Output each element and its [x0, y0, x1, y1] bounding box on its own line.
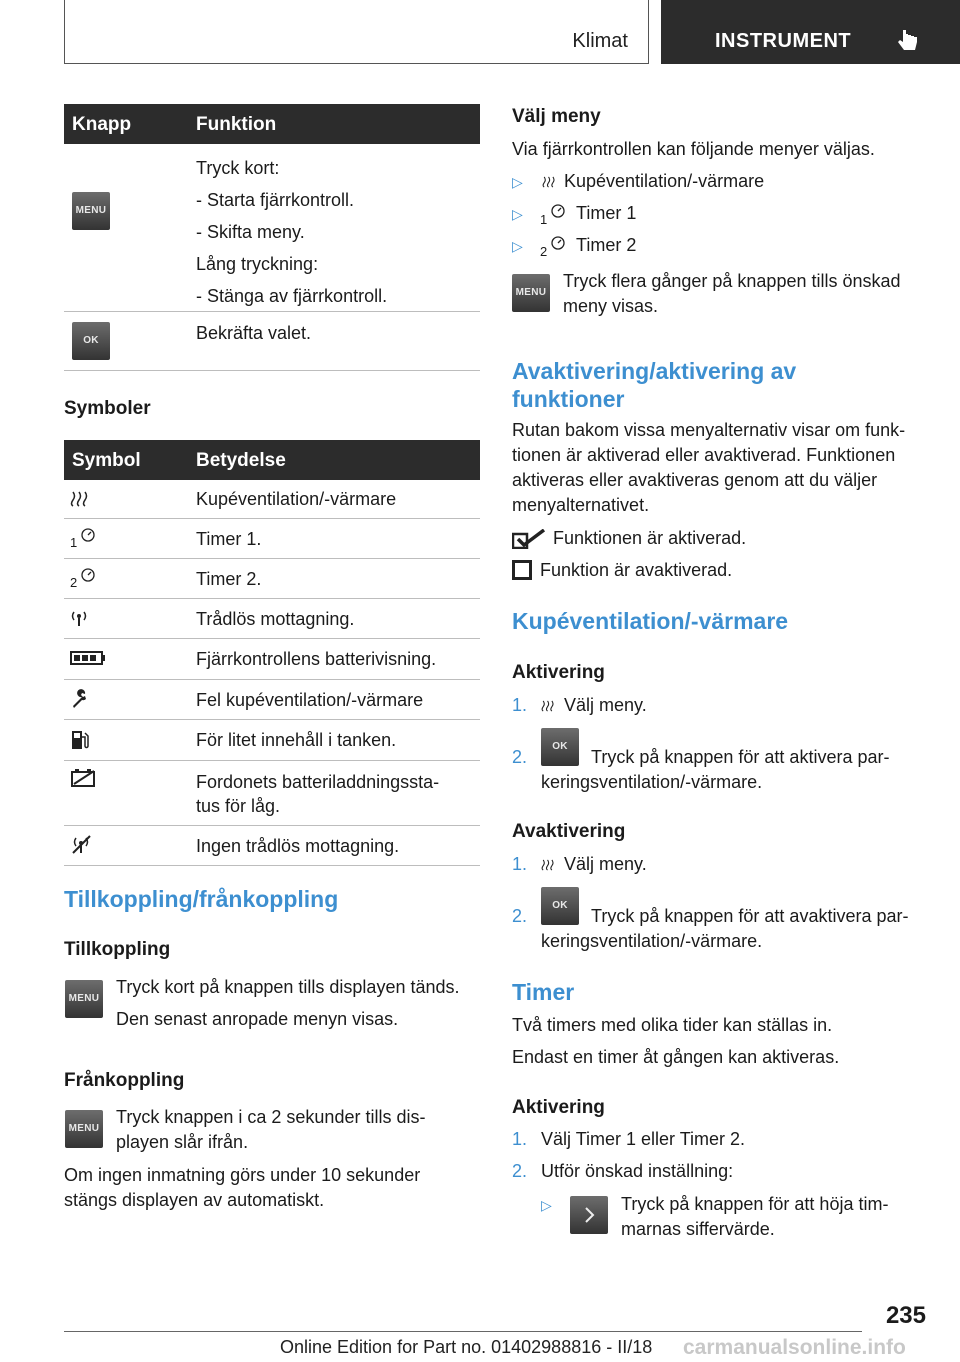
timer-icon [80, 567, 96, 583]
heater-icon [541, 697, 557, 715]
timer-text: Endast en timer åt gången kan aktiveras. [512, 1047, 840, 1067]
table-row [64, 639, 480, 680]
list-item [512, 233, 637, 259]
line: - Stänga av fjärrkontroll. [196, 286, 388, 306]
valj-meny-text: Via fjärrkontrollen kan följande menyer väljas. [512, 139, 875, 159]
subheading-valj-meny: Välj meny [512, 106, 601, 127]
table-row [64, 312, 480, 371]
no-signal-icon [70, 835, 92, 855]
function-cell [196, 152, 387, 312]
header-left-box [64, 0, 649, 64]
col-header-funktion: Funktion [196, 114, 277, 135]
subheading-aktivering: Aktivering [512, 662, 605, 683]
table-row [64, 144, 480, 312]
menu-button-image: MENU [65, 1110, 103, 1148]
menu-button-image: MENU [65, 980, 103, 1018]
heater-icon [542, 173, 558, 191]
function-cell: Bekräfta valet. [196, 323, 312, 343]
step-number: 1. [512, 1129, 528, 1149]
symbol-table [64, 440, 480, 866]
step-text-continued: keringsventilation/-värmare. [541, 931, 763, 951]
meaning-text: Timer 1. [196, 529, 262, 549]
meaning-text: Timer 2. [196, 569, 262, 589]
arrow-right-button-image [570, 1196, 608, 1234]
step-sub-text: Tryck på knappen för att höja tim- marnas siffervärde. [621, 1194, 889, 1239]
meaning-text: För litet innehåll i tanken. [196, 730, 397, 750]
heater-icon [541, 856, 557, 874]
checked-text: Funktionen är aktiverad. [553, 528, 747, 548]
step-text-continued: keringsventilation/-värmare. [541, 772, 763, 792]
step-text: Utför önskad inställning: [541, 1161, 734, 1181]
edition-text: Online Edition for Part no. 01402988816 - II/18 [280, 1337, 653, 1357]
line: - Starta fjärrkontroll. [196, 190, 355, 210]
tillkoppling-note: Den senast anropade menyn visas. [116, 1009, 399, 1029]
section-title: Klimat [572, 30, 628, 52]
frankoppling-note: Om ingen inmatning görs under 10 sekunder stängs displayen av automatiskt. [64, 1165, 421, 1210]
chapter-title: INSTRUMENT [715, 30, 852, 52]
col-header-symbol: Symbol [72, 450, 141, 471]
meaning-text: Kupéventilation/-värmare [196, 489, 397, 509]
table-row [64, 519, 480, 559]
line: Tryck kort: [196, 158, 280, 178]
table-header [64, 440, 480, 480]
heading-timer: Timer [512, 979, 575, 1005]
table-row [64, 480, 480, 519]
bullet-triangle-icon: ▷ [541, 1197, 552, 1213]
subheading-aktivering: Aktivering [512, 1097, 605, 1118]
checkbox-empty-icon [512, 560, 532, 580]
footer-divider [64, 1331, 862, 1332]
timer-icon [550, 203, 566, 219]
heater-icon [70, 490, 92, 508]
timer-number: 2 [540, 244, 548, 259]
step-number: 1. [512, 695, 528, 715]
unchecked-text: Funktion är avaktiverad. [540, 560, 733, 580]
symbols-heading: Symboler [64, 398, 151, 419]
fuel-icon [70, 729, 90, 751]
timer-number: 2 [70, 575, 78, 590]
table-row [64, 826, 480, 866]
bullet [541, 1192, 552, 1218]
step-number: 2. [512, 906, 528, 926]
checkbox-checked-icon [512, 529, 546, 549]
menu-item-label: Kupéventilation/-värmare [564, 171, 765, 191]
subheading-frankoppling: Frånkoppling [64, 1070, 185, 1091]
meaning-text: Ingen trådlös mottagning. [196, 836, 400, 856]
timer-icon [80, 527, 96, 543]
meaning-text: Fel kupéventilation/-värmare [196, 690, 424, 710]
menu-button-image: MENU [72, 192, 110, 230]
bullet-triangle-icon: ▷ [512, 238, 523, 254]
step-text: Välj meny. [564, 854, 647, 874]
menu-button-image: MENU [512, 274, 550, 312]
bullet-triangle-icon: ▷ [512, 206, 523, 222]
table-row [64, 761, 480, 826]
heading-tillkoppling: Tillkoppling/frånkoppling [64, 886, 339, 912]
heading-kupeventilation: Kupéventilation/-värmare [512, 608, 789, 634]
pointing-hand-icon [897, 28, 919, 54]
button-function-table [64, 104, 480, 371]
menu-press-text: Tryck flera gånger på knappen tills önskad meny visas. [563, 271, 901, 316]
step-number: 1. [512, 854, 528, 874]
step-text: Välj Timer 1 eller Timer 2. [541, 1129, 746, 1149]
page-number: 235 [885, 1302, 926, 1329]
meaning-text: Trådlös mottagning. [196, 609, 355, 629]
timer-icon [550, 235, 566, 251]
line: - Skifta meny. [196, 222, 305, 242]
subheading-avaktivering: Avaktivering [512, 821, 626, 842]
ok-button-image: OK [72, 322, 110, 360]
table-row [64, 720, 480, 761]
watermark: carmanualsonline.info [683, 1336, 906, 1359]
ok-button-image: OK [541, 728, 579, 766]
wrench-icon [70, 689, 90, 709]
menu-item-label: Timer 2 [576, 235, 637, 255]
table-row [64, 680, 480, 720]
header-right-box [661, 0, 960, 64]
antenna-icon [70, 609, 88, 627]
tillkoppling-text: Tryck kort på knappen tills displayen tänds. [116, 977, 460, 997]
step-number: 2. [512, 747, 528, 767]
meaning-text: Fjärrkontrollens batterivisning. [196, 649, 437, 669]
ok-button-image: OK [541, 887, 579, 925]
avaktivering-text: Rutan bakom vissa menyalternativ visar om funk- tionen är aktiverad eller avaktiverad. Funktionen aktiveras eller avaktiveras genom att du väljer menyalternativet. [512, 420, 906, 515]
table-row [64, 559, 480, 599]
timer-number: 1 [540, 212, 548, 227]
frankoppling-text: Tryck knappen i ca 2 sekunder tills dis- playen slår ifrån. [116, 1107, 426, 1152]
col-header-betydelse: Betydelse [196, 450, 286, 471]
heading-avaktivering-aktivering: Avaktivering/aktivering av funktioner [512, 358, 797, 412]
step-number: 2. [512, 1161, 528, 1181]
menu-item-label: Timer 1 [576, 203, 637, 223]
bullet-triangle-icon: ▷ [512, 174, 523, 190]
step-text: Tryck på knappen för att avaktivera par- [591, 906, 909, 926]
line: Lång tryckning: [196, 254, 319, 274]
list-item [512, 169, 765, 195]
table-row [64, 599, 480, 639]
car-battery-icon [70, 768, 98, 788]
timer-text: Två timers med olika tider kan ställas in. [512, 1015, 833, 1035]
step-text: Tryck på knappen för att aktivera par- [591, 747, 890, 767]
battery-icon [70, 651, 106, 665]
meaning-text: Fordonets batteriladdningssta- tus för låg. [196, 772, 440, 816]
timer-number: 1 [70, 535, 78, 550]
subheading-tillkoppling: Tillkoppling [64, 939, 171, 960]
list-item [512, 201, 637, 227]
table-header [64, 104, 480, 144]
step-text: Välj meny. [564, 695, 647, 715]
col-header-knapp: Knapp [72, 114, 132, 135]
